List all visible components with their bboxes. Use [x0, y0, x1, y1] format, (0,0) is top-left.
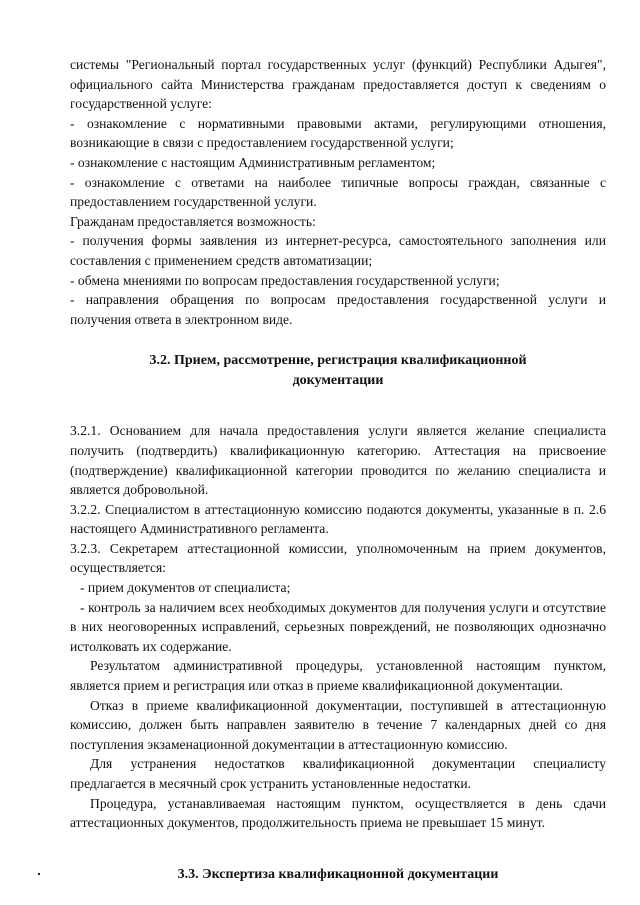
paragraph: Результатом административной процедуры, установленной настоящим пунктом, является прием и регистрация или отказ в приеме квалификационной документации. — [70, 658, 606, 694]
list-item: - прием документов от специалиста; — [80, 580, 291, 596]
list-item: - обмена мнениями по вопросам предоставления государственной услуги; — [70, 272, 500, 288]
section-heading-3-3: 3.3. Экспертиза квалификационной документации — [177, 866, 499, 882]
section-heading-3-2 — [70, 351, 606, 391]
list-item: - ознакомление с нормативными правовыми актами, регулирующими отношения, возникающие в связи с предоставлением государственной услуги; — [70, 115, 606, 151]
intro-paragraph: системы "Региональный портал государственных услуг (функций) Республики Адыгея", официального сайта Министерства гражданам предоставляется доступ к сведениям о государственной услуге: — [70, 57, 606, 112]
paragraph-3-2-1: 3.2.1. Основанием для начала предоставления услуги является желание специалиста получить (подтвердить) квалификационную категорию. Аттестация на присвоение (подтверждение) квалификационной категории проводится по желанию специалиста и является добровольной. — [70, 423, 606, 498]
document-page — [70, 55, 606, 885]
list-item: - контроль за наличием всех необходимых документов для получения услуги и отсутствие в них неоговоренных исправлений, серьезных повреждений, не позволяющих однозначно истолковать их содержание. — [70, 599, 606, 654]
paragraph: Процедура, устанавливаемая настоящим пунктом, осуществляется в день сдачи аттестационных документов, продолжительность приема не превышает 15 минут. — [70, 795, 606, 831]
intro-paragraph: Гражданам предоставляется возможность: — [70, 213, 316, 229]
scan-speck — [38, 873, 40, 875]
list-item: - получения формы заявления из интернет-ресурса, самостоятельного заполнения или составления с применением средств автоматизации; — [70, 233, 606, 268]
paragraph-3-2-3: 3.2.3. Секретарем аттестационной комиссии, уполномоченным на прием документов, осуществляется: — [70, 540, 606, 576]
paragraph-3-2-2: 3.2.2. Специалистом в аттестационную комиссию подаются документы, указанные в п. 2.6 настоящего Административного регламента. — [70, 501, 606, 537]
section-heading-line: документации — [292, 373, 384, 389]
paragraph: Отказ в приеме квалификационной документации, поступившей в аттестационную комиссию, должен быть направлен заявителю в течение 7 календарных дней со дня поступления экзаменационной документации в аттестационную комиссию. — [70, 697, 606, 752]
section-heading-line: 3.2. Прием, рассмотрение, регистрация квалификационной — [149, 353, 527, 369]
paragraph: Для устранения недостатков квалификационной документации специалисту предлагается в месячный срок устранить установленные недостатки. — [70, 756, 606, 791]
list-item: - ознакомление с ответами на наиболее типичные вопросы граждан, связанные с предоставлением государственной услуги. — [70, 174, 606, 210]
list-item: - направления обращения по вопросам предоставления государственной услуги и получения ответа в электронном виде. — [70, 292, 606, 327]
list-item: - ознакомление с настоящим Административным регламентом; — [70, 154, 436, 170]
